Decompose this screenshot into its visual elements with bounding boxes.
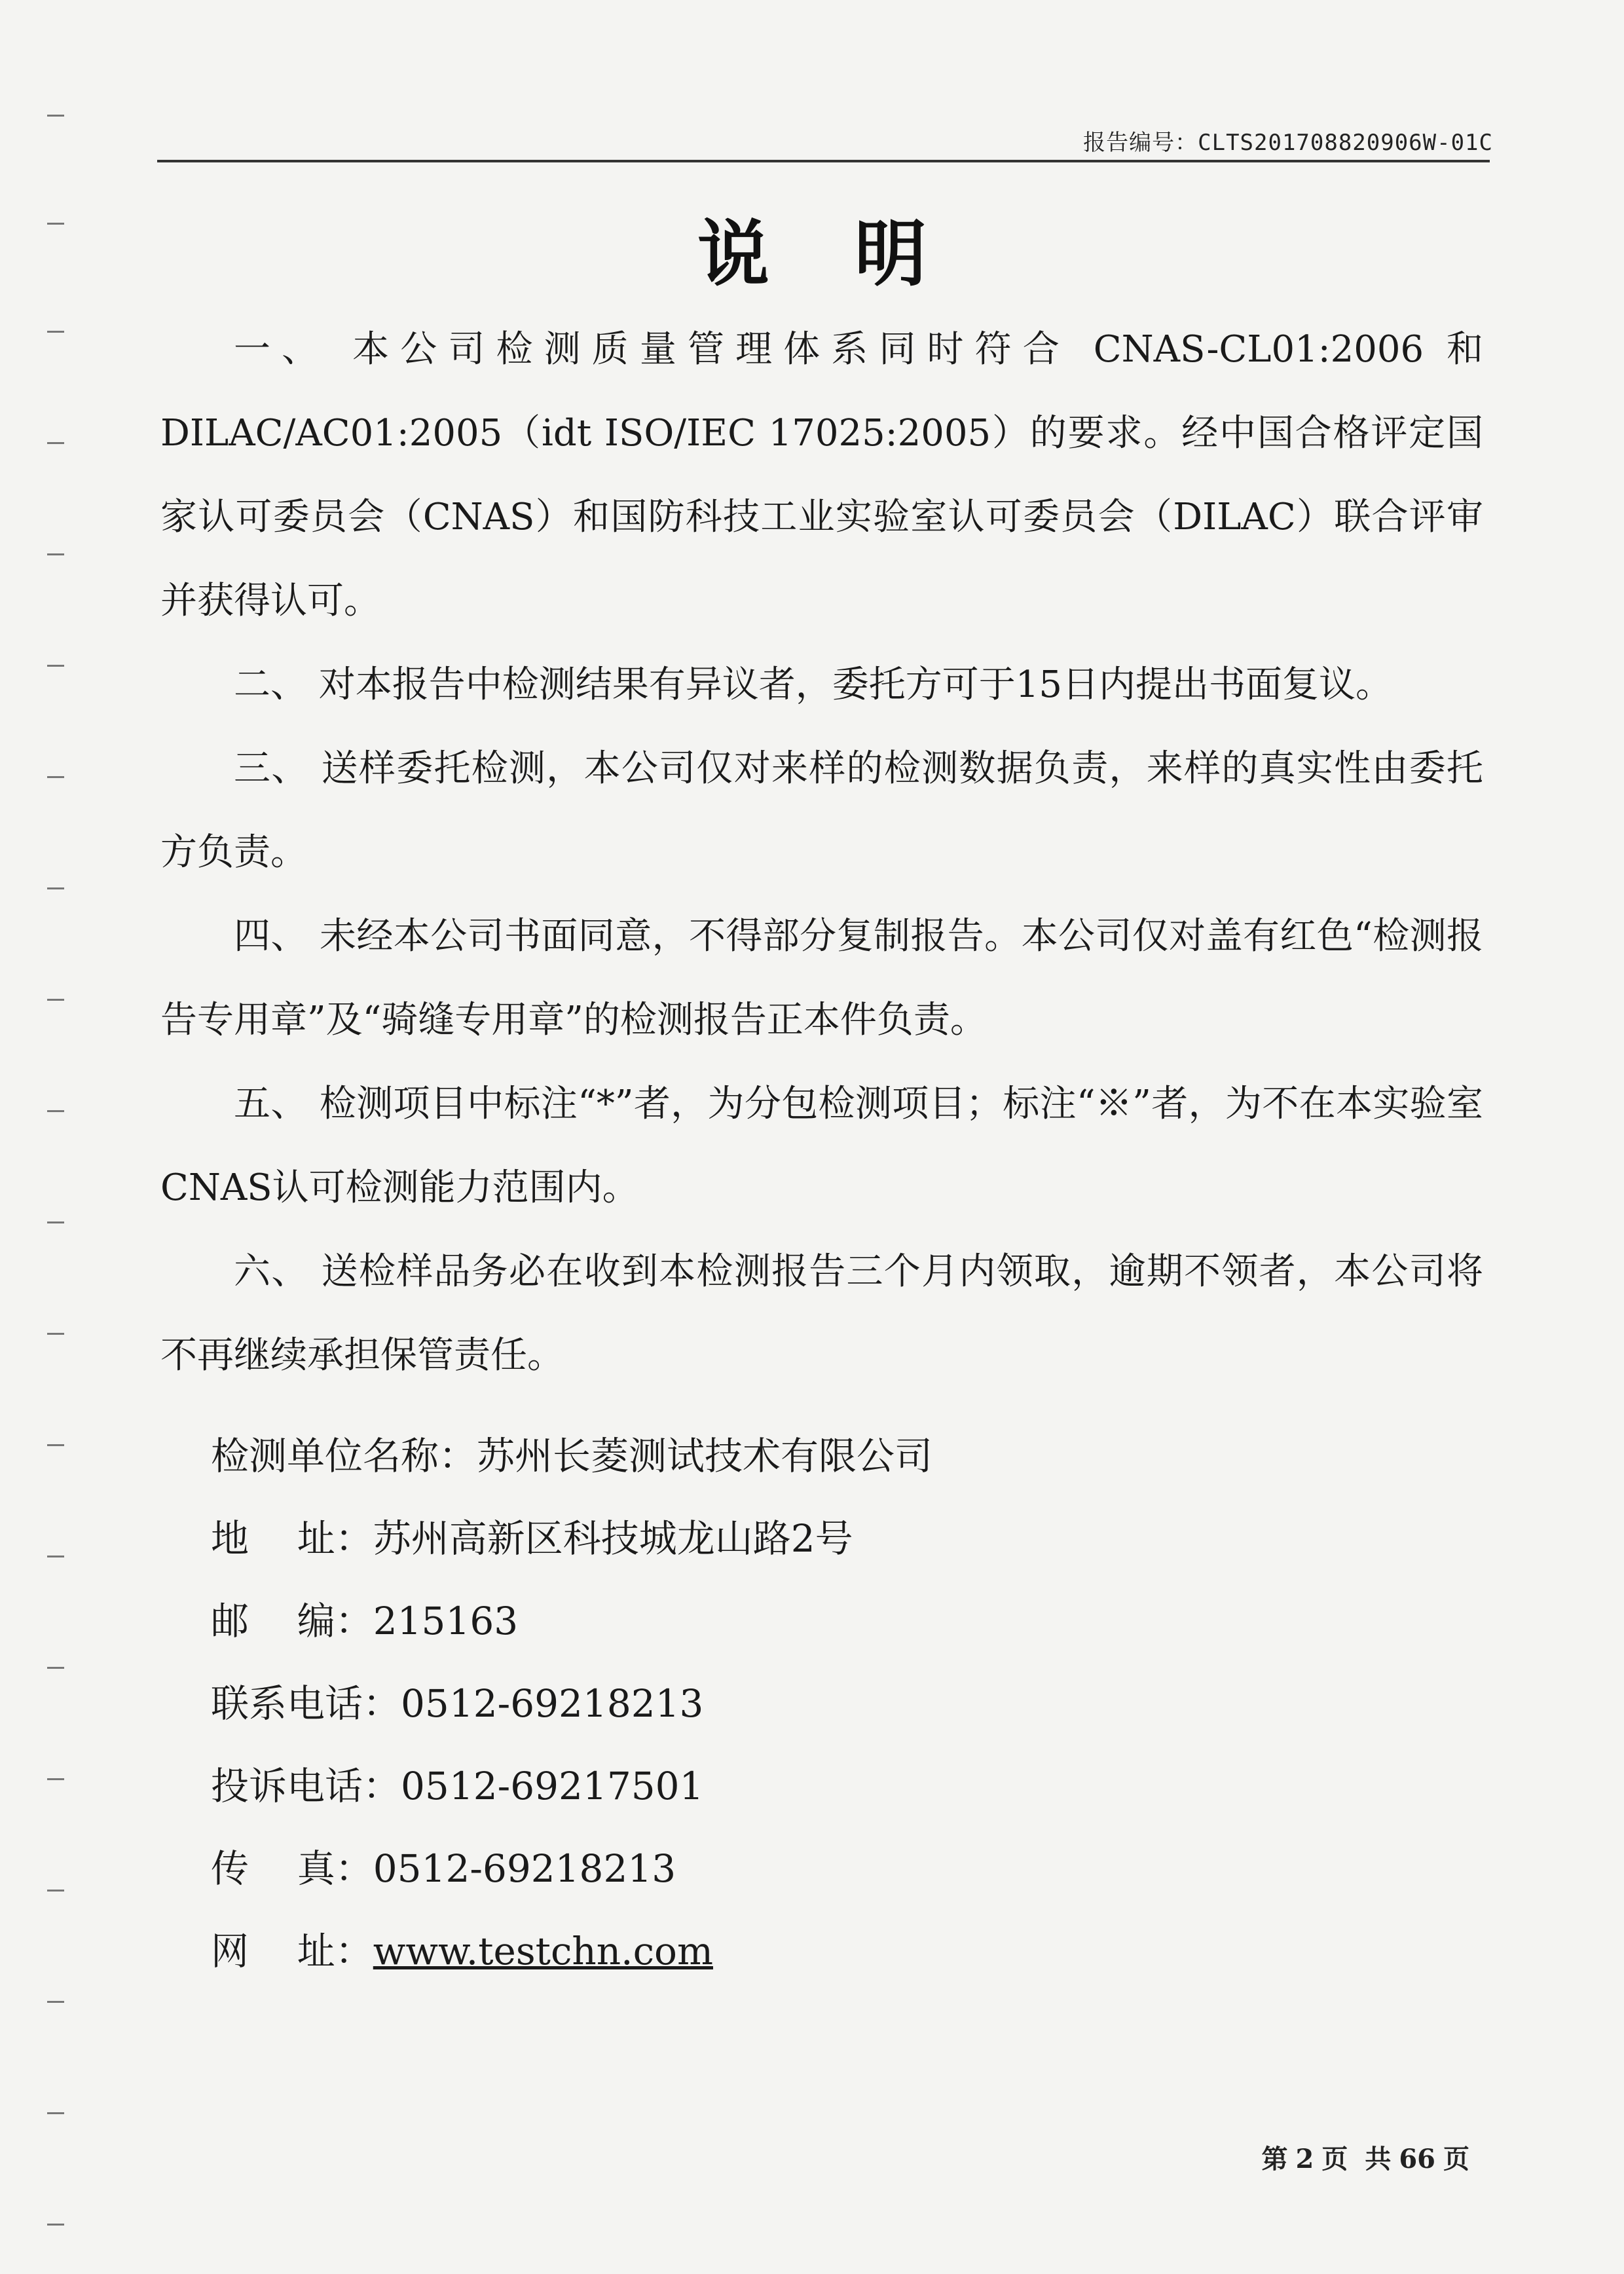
binding-mark [47, 1110, 64, 1112]
page-unit: 页 [1321, 2144, 1348, 2174]
company-name: 苏州长菱测试技术有限公司 [477, 1434, 933, 1478]
binding-mark [47, 2112, 64, 2114]
contact-label: 网 址： [211, 1929, 373, 1973]
contact-row-company [211, 1415, 932, 1497]
binding-mark [47, 999, 64, 1001]
clause-6: 六、 送检样品务必在收到本检测报告三个月内领取，逾期不领者，本公司将不再继续承担保管责任。 [160, 1250, 1483, 1377]
binding-mark [47, 1556, 64, 1557]
contact-row-fax [211, 1827, 932, 1910]
binding-mark [47, 887, 64, 889]
binding-mark [47, 1333, 64, 1335]
total-prefix: 共 [1365, 2144, 1392, 2174]
clause-4: 四、 未经本公司书面同意，不得部分复制报告。本公司仅对盖有红色“检测报告专用章”及“骑缝专用章”的检测报告正本件负责。 [160, 915, 1483, 1041]
contact-row-postcode [211, 1580, 932, 1662]
website-link[interactable]: www.testchn.com [373, 1929, 713, 1973]
postcode: 215163 [373, 1599, 519, 1643]
page-prefix: 第 [1261, 2144, 1288, 2174]
binding-mark [47, 665, 64, 667]
clause-2: 二、 对本报告中检测结果有异议者，委托方可于15日内提出书面复议。 [234, 663, 1393, 706]
binding-mark [47, 442, 64, 444]
clause-list [160, 308, 1483, 1398]
binding-mark [47, 115, 64, 117]
report-number: 报告编号：CLTS201708820906W-01C [1083, 130, 1493, 156]
contact-label: 联系电话： [211, 1681, 401, 1726]
binding-mark [47, 1444, 64, 1446]
contact-row-address [211, 1497, 932, 1580]
phone-number: 0512-69218213 [401, 1681, 704, 1726]
fax-number: 0512-69218213 [373, 1846, 676, 1891]
binding-mark [47, 776, 64, 778]
address: 苏州高新区科技城龙山路2号 [373, 1516, 853, 1561]
total-unit: 页 [1443, 2144, 1469, 2174]
contact-label: 邮 编： [211, 1599, 373, 1643]
binding-mark [47, 2001, 64, 2003]
clause-5: 五、 检测项目中标注“*”者，为分包检测项目；标注“※”者，为不在本实验室CNAS认可检测能力范围内。 [160, 1083, 1483, 1209]
binding-mark [47, 2224, 64, 2226]
binding-mark [47, 1778, 64, 1780]
complaint-phone: 0512-69217501 [401, 1764, 704, 1808]
contact-label: 检测单位名称： [211, 1434, 477, 1478]
contact-info [211, 1415, 932, 1992]
contact-row-phone [211, 1662, 932, 1745]
contact-label: 投诉电话： [211, 1764, 401, 1808]
clause-3: 三、 送样委托检测，本公司仅对来样的检测数据负责，来样的真实性由委托方负责。 [160, 747, 1483, 874]
page-total: 66 [1399, 2144, 1435, 2174]
binding-mark [47, 1890, 64, 1892]
binding-mark [47, 553, 64, 555]
page-title: 说明 [697, 212, 1012, 296]
binding-mark [47, 1221, 64, 1223]
clause-1: 一、 本公司检测质量管理体系同时符合 CNAS-CL01:2006 和 DILAC/AC01:2005（idt ISO/IEC 17025:2005）的要求。经中国合格评定国家认可委员会（CNAS）和国防科技工业实验室认可委员会（DILAC）联合评审并获得认可。 [160, 328, 1483, 622]
contact-row-complaint [211, 1745, 932, 1827]
contact-row-website [211, 1910, 932, 1992]
contact-label: 传 真： [211, 1846, 373, 1891]
page-footer [1258, 2138, 1473, 2176]
header-divider [157, 160, 1490, 162]
contact-label: 地 址： [211, 1516, 373, 1561]
binding-mark [47, 331, 64, 333]
page-current: 2 [1295, 2144, 1314, 2174]
binding-mark [47, 1667, 64, 1669]
